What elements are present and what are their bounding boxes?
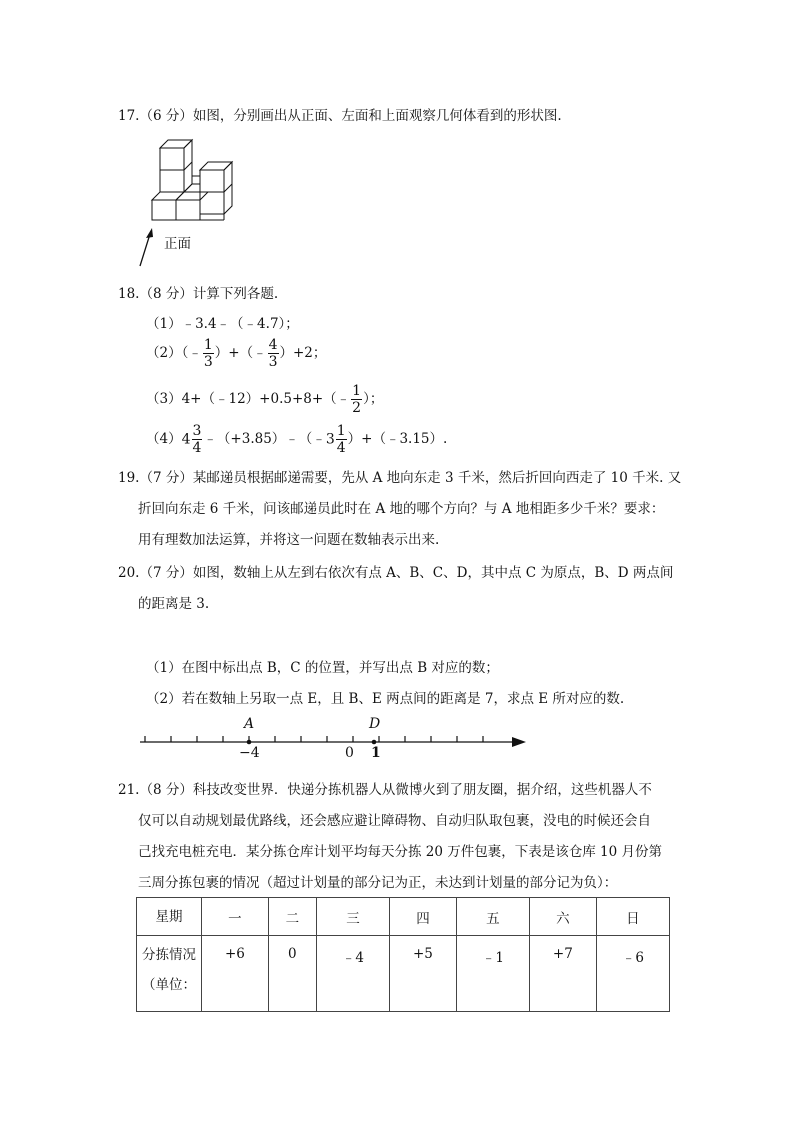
point-d-value: 1	[371, 745, 381, 761]
table-cell: ﹣4	[316, 936, 389, 1012]
table-cell: ﹣1	[456, 936, 529, 1012]
fraction: $\frac{3}{4}$	[192, 423, 202, 456]
table-header-cell: 一	[202, 898, 269, 936]
table-header-cell: 三	[316, 898, 389, 936]
table-header-cell: 四	[390, 898, 457, 936]
q21-line4: 三周分拣包裹的情况（超过计划量的部分记为正，未达到计划量的部分记为负）：	[138, 875, 618, 891]
zero-label: 0	[345, 745, 354, 761]
q18-part3: （3）4+（﹣12）+0.5+8+（﹣ $\frac{1}{2}$ ）；	[146, 383, 384, 416]
sorting-table	[136, 897, 670, 1012]
point-a-label: A	[244, 716, 255, 732]
q19-line1: 19.（7 分）某邮递员根据邮递需要，先从 A 地向东走 3 千米，然后折回向西走了 10 千米. 又	[118, 470, 682, 486]
table-header-row	[137, 898, 670, 936]
fraction: $\frac{4}{3}$	[268, 337, 278, 370]
table-row	[137, 936, 670, 1012]
q21-line1: 21.（8 分）科技改变世界．快递分拣机器人从微博火到了朋友圈，据介绍，这些机器人不	[118, 782, 652, 798]
q17-text: 17.（6 分）如图，分别画出从正面、左面和上面观察几何体看到的形状图.	[118, 108, 562, 124]
table-header-cell: 日	[596, 898, 669, 936]
fraction: $\frac{1}{4}$	[336, 423, 346, 456]
table-header-cell: 六	[529, 898, 596, 936]
table-cell: +6	[202, 936, 269, 1012]
point-a-value: −4	[239, 745, 260, 761]
table-cell: ﹣6	[596, 936, 669, 1012]
q18-part4: （4）4 $\frac{3}{4}$ ﹣（+3.85）﹣（﹣3 $\frac{1}{4}$ ）+（﹣3.15）.	[146, 423, 448, 456]
table-cell: +5	[390, 936, 457, 1012]
q21-line2: 仅可以自动规划最优路线，还会感应避让障碍物、自动归队取包裹，没电的时候还会自	[138, 813, 651, 829]
number-line	[136, 712, 536, 772]
q19-line3: 用有理数加法运算，并将这一问题在数轴表示出来.	[138, 532, 440, 548]
table-cell: +7	[529, 936, 596, 1012]
point-d-label: D	[369, 716, 381, 732]
q19-line2: 折回向东走 6 千米，问该邮递员此时在 A 地的哪个方向？与 A 地相距多少千米？要求：	[138, 501, 665, 517]
q20-line2: 的距离是 3.	[138, 596, 210, 612]
fraction: $\frac{1}{3}$	[203, 337, 213, 370]
q18-part1: （1）﹣3.4﹣（﹣4.7）；	[146, 316, 299, 332]
fraction: $\frac{1}{2}$	[352, 383, 362, 416]
q21-line3: 己找充电桩充电．某分拣仓库计划平均每天分拣 20 万件包裹，下表是该仓库 10 月份第	[138, 844, 663, 860]
q20-part2: （2）若在数轴上另取一点 E，且 B、E 两点间的距离是 7，求点 E 所对应的数.	[146, 691, 625, 707]
front-view-label: 正面	[164, 236, 191, 252]
table-header-cell: 二	[268, 898, 316, 936]
q20-part1: （1）在图中标出点 B，C 的位置，并写出点 B 对应的数；	[146, 660, 499, 676]
table-header-cell: 星期	[137, 898, 202, 936]
q18-part2: （2）（﹣ $\frac{1}{3}$ ）+（﹣ $\frac{4}{3}$ ）+2；	[146, 337, 327, 370]
table-cell: 0	[268, 936, 316, 1012]
q18-text: 18.（8 分）计算下列各题.	[118, 286, 279, 302]
q20-line1: 20.（7 分）如图，数轴上从左到右依次有点 A、B、C、D，其中点 C 为原点，B、D 两点间	[118, 565, 674, 581]
table-header-cell: 五	[456, 898, 529, 936]
table-row-label: 分拣情况 （单位：	[137, 936, 202, 1012]
